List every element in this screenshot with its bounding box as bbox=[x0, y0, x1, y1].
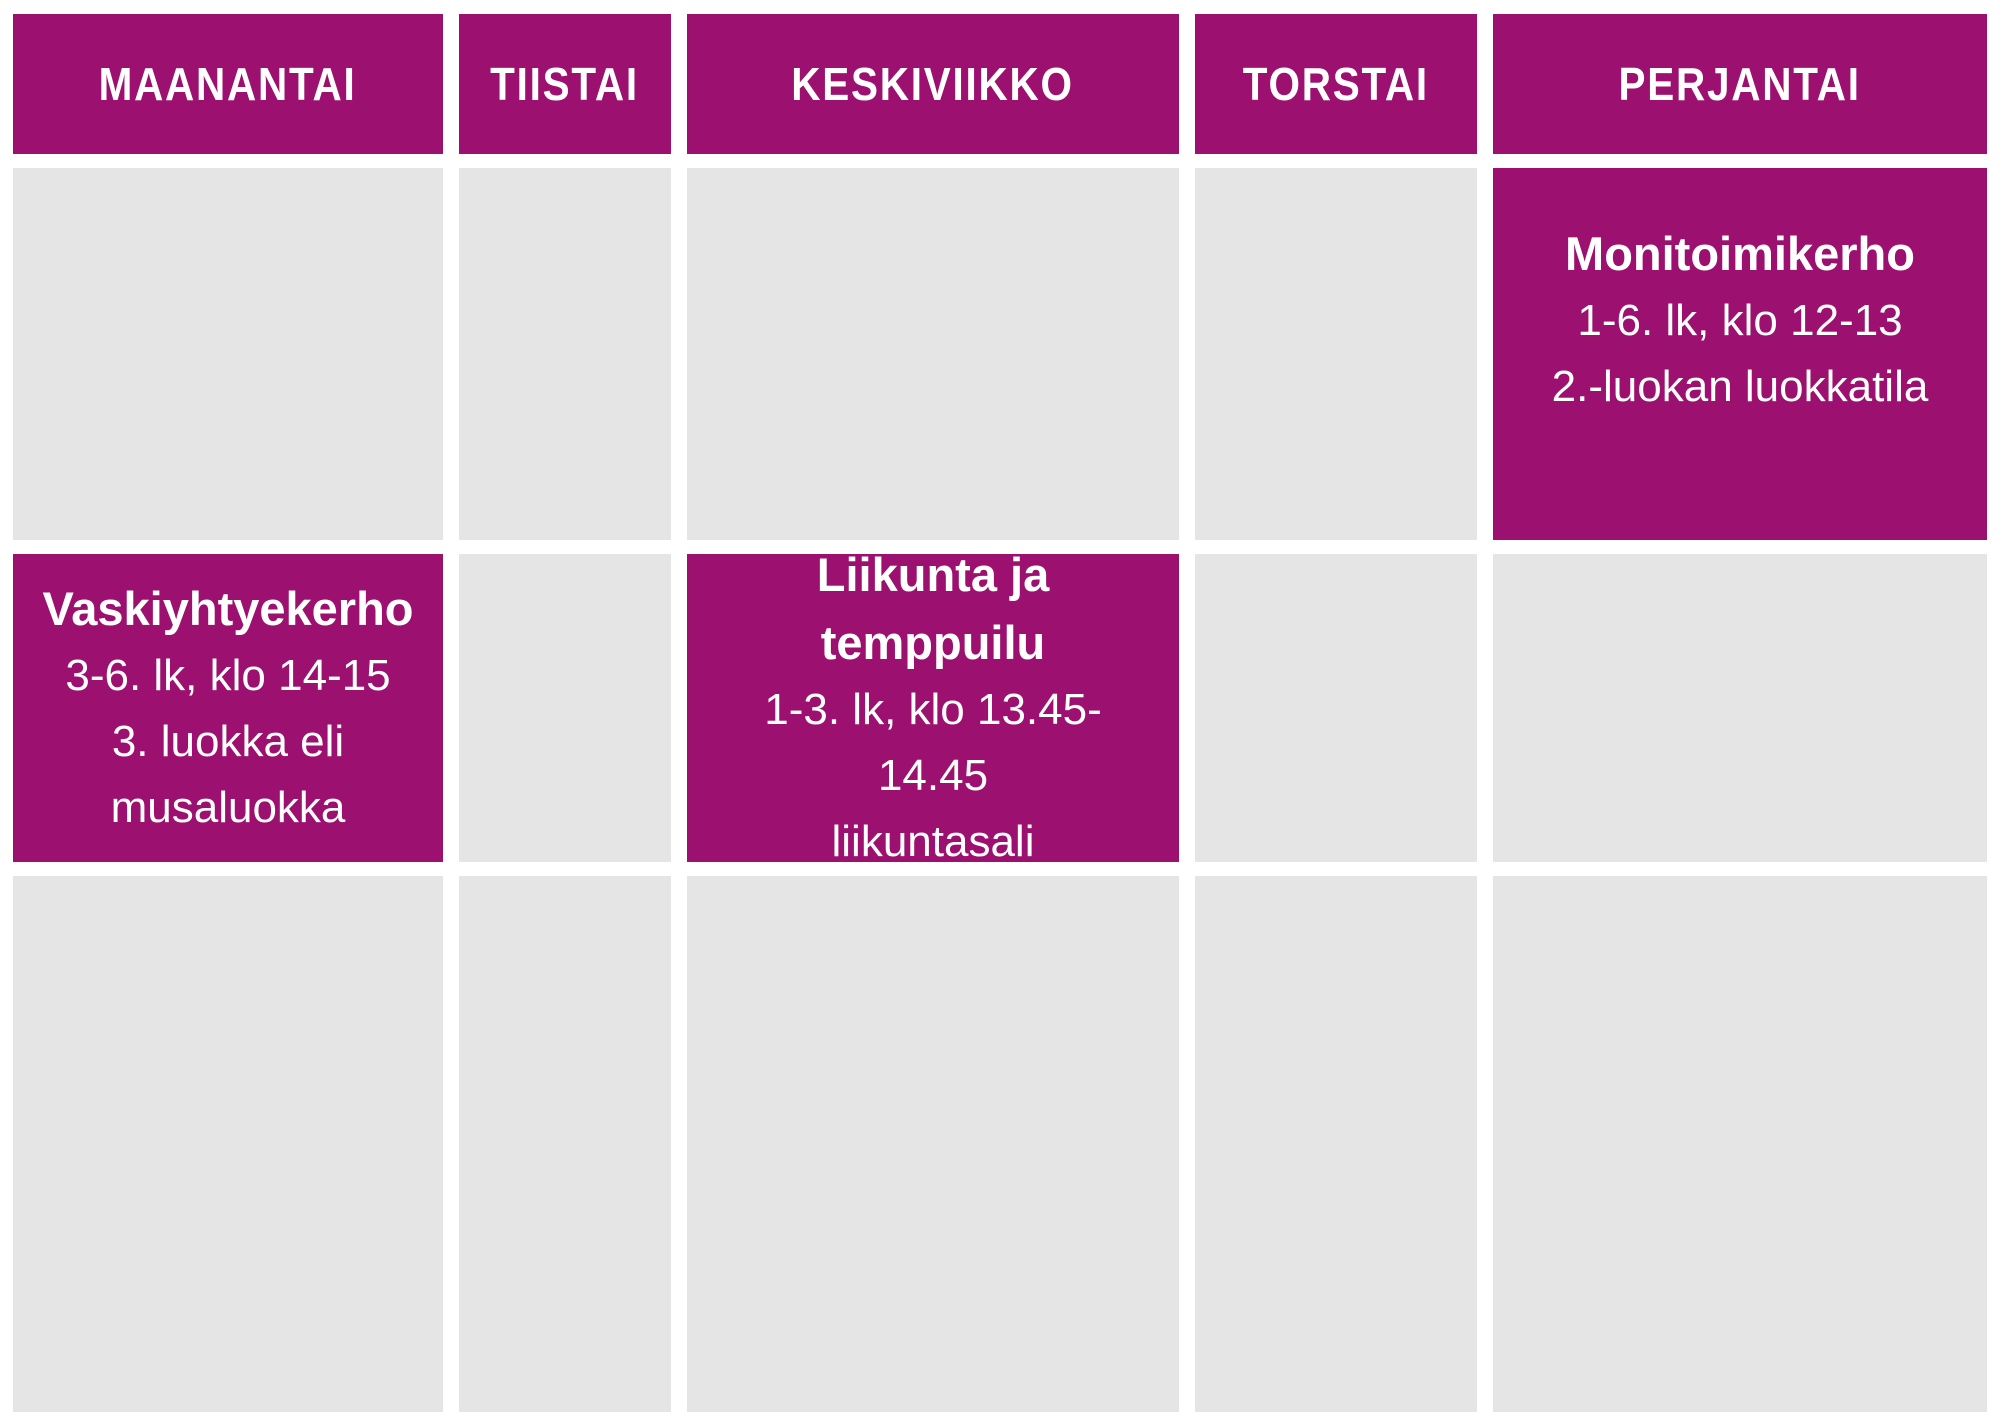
event-title: Monitoimikerho bbox=[1565, 227, 1915, 280]
event-time: 3-6. lk, klo 14-15 bbox=[65, 651, 391, 700]
event-time: 1-3. lk, klo 13.45-14.45 bbox=[764, 685, 1102, 800]
event-title: Vaskiyhtyekerho bbox=[42, 582, 414, 635]
event-title: Liikunta ja temppuilu bbox=[816, 548, 1050, 669]
event-location: 2.-luokan luokkatila bbox=[1551, 362, 1929, 411]
event-location: liikuntasali bbox=[831, 817, 1035, 866]
day-header-label: TIISTAI bbox=[490, 58, 640, 110]
empty-cell-keskiviikko-slot3 bbox=[687, 876, 1179, 1412]
empty-cell-perjantai-slot2 bbox=[1493, 554, 1987, 862]
day-header-label: PERJANTAI bbox=[1618, 58, 1862, 110]
event-time: 1-6. lk, klo 12-13 bbox=[1577, 296, 1903, 345]
empty-cell-perjantai-slot3 bbox=[1493, 876, 1987, 1412]
day-header-maanantai bbox=[13, 14, 443, 154]
empty-cell-torstai-slot3 bbox=[1195, 876, 1477, 1412]
empty-cell-torstai-slot1 bbox=[1195, 168, 1477, 540]
empty-cell-maanantai-slot3 bbox=[13, 876, 443, 1412]
day-header-label: KESKIVIIKKO bbox=[791, 58, 1075, 110]
event-location: 3. luokka eli musaluokka bbox=[110, 717, 346, 832]
day-header-label: TORSTAI bbox=[1242, 58, 1430, 110]
empty-cell-tiistai-slot1 bbox=[459, 168, 671, 540]
empty-cell-keskiviikko-slot1 bbox=[687, 168, 1179, 540]
event-liikunta-ja-temppuilu bbox=[687, 548, 1179, 866]
day-header-torstai bbox=[1195, 14, 1477, 154]
day-header-keskiviikko bbox=[687, 14, 1179, 154]
event-monitoimikerho bbox=[1493, 168, 1987, 540]
empty-cell-torstai-slot2 bbox=[1195, 554, 1477, 862]
day-header-label: MAANANTAI bbox=[99, 58, 357, 110]
empty-cell-maanantai-slot1 bbox=[13, 168, 443, 540]
empty-cell-tiistai-slot2 bbox=[459, 554, 671, 862]
event-vaskiyhtyekerho bbox=[13, 554, 443, 862]
weekly-schedule-table bbox=[13, 14, 1987, 1412]
empty-cell-tiistai-slot3 bbox=[459, 876, 671, 1412]
day-header-tiistai bbox=[459, 14, 671, 154]
day-header-perjantai bbox=[1493, 14, 1987, 154]
